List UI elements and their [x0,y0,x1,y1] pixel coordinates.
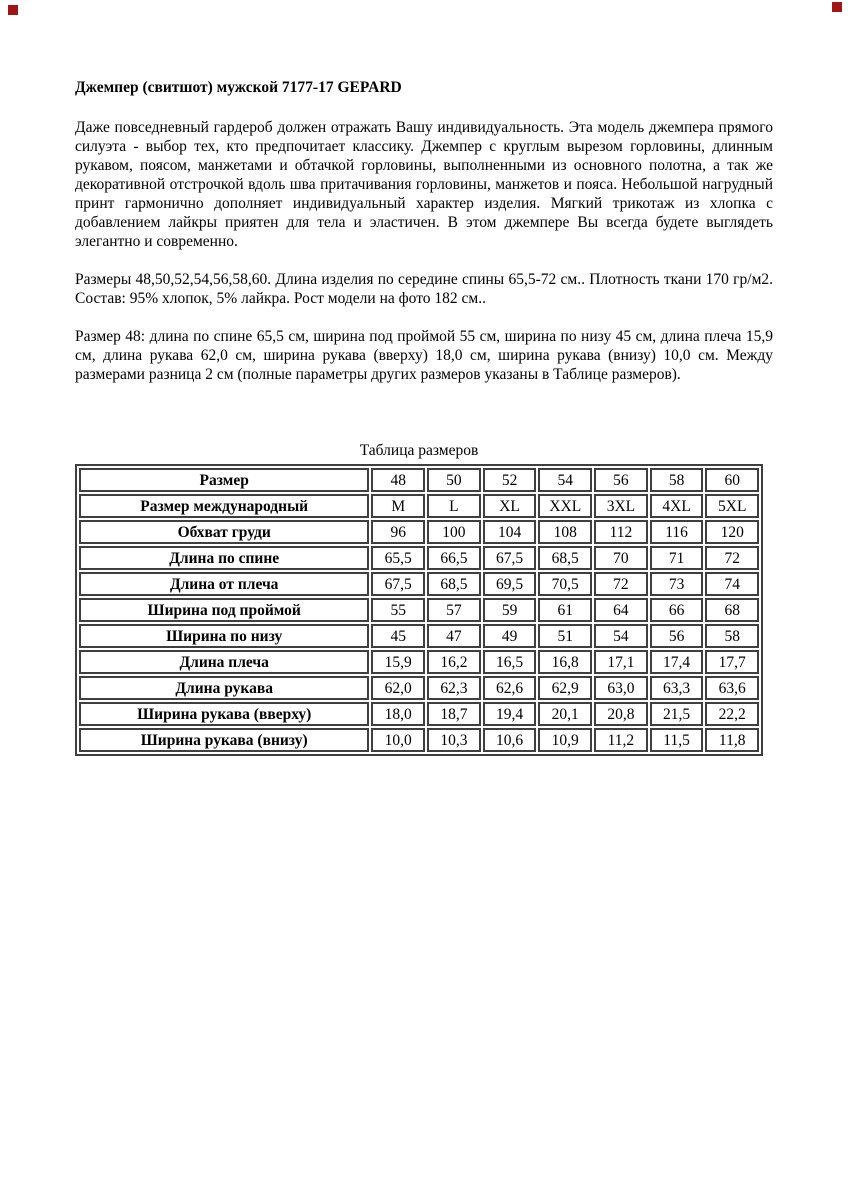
value-cell: 112 [594,520,648,544]
table-row [79,468,759,492]
row-label: Длина рукава [79,676,369,700]
value-cell: 62,3 [427,676,481,700]
value-cell: 19,4 [483,702,537,726]
value-cell: 108 [538,520,592,544]
value-cell: 48 [371,468,425,492]
value-cell: 50 [427,468,481,492]
table-row [79,702,759,726]
value-cell: 58 [705,624,759,648]
row-label: Обхват груди [79,520,369,544]
value-cell: 120 [705,520,759,544]
value-cell: 49 [483,624,537,648]
table-row [79,624,759,648]
row-label: Длина от плеча [79,572,369,596]
value-cell: 63,3 [650,676,704,700]
value-cell: 5XL [705,494,759,518]
row-label: Размер [79,468,369,492]
red-square-marker-top-left [8,5,18,15]
value-cell: 54 [538,468,592,492]
sizes-summary-paragraph: Размеры 48,50,52,54,56,58,60. Длина изделия по середине спины 65,5-72 см.. Плотность ткани 170 гр/м2. Состав: 95% хлопок, 5% лайкра. Рост модели на фото 182 см.. [75,271,773,307]
value-cell: 16,8 [538,650,592,674]
value-cell: 68 [705,598,759,622]
table-row [79,572,759,596]
value-cell: 96 [371,520,425,544]
description-paragraph: Даже повседневный гардероб должен отражать Вашу индивидуальность. Эта модель джемпера прямого силуэта - выбор тех, кто предпочитает классику. Джемпер с круглым вырезом горловины, длинным рукавом, поясом, манжетами и обтачкой горловины, выполненными из основного полотна, а так же декоративной отстрочкой вдоль шва притачивания горловины, манжетов и пояса. Небольшой нагрудный принт гармонично дополняет индивидуальный характер изделия. Мягкий трикотаж из хлопка с добавлением лайкры приятен для тела и эластичен. В этом джемпере Вы всегда будете выглядеть элегантно и современно. [75,119,773,250]
value-cell: 60 [705,468,759,492]
value-cell: 58 [650,468,704,492]
value-cell: 17,1 [594,650,648,674]
value-cell: 63,0 [594,676,648,700]
value-cell: 63,6 [705,676,759,700]
value-cell: 47 [427,624,481,648]
red-square-marker-top-right [832,2,842,12]
value-cell: 74 [705,572,759,596]
value-cell: 11,2 [594,728,648,752]
value-cell: 16,2 [427,650,481,674]
value-cell: XXL [538,494,592,518]
value-cell: 56 [650,624,704,648]
row-label: Размер международный [79,494,369,518]
row-label: Ширина рукава (вверху) [79,702,369,726]
value-cell: 69,5 [483,572,537,596]
value-cell: 10,6 [483,728,537,752]
value-cell: 67,5 [483,546,537,570]
value-cell: XL [483,494,537,518]
value-cell: 116 [650,520,704,544]
value-cell: 10,0 [371,728,425,752]
value-cell: 68,5 [538,546,592,570]
value-cell: 18,0 [371,702,425,726]
value-cell: 61 [538,598,592,622]
value-cell: 57 [427,598,481,622]
value-cell: 62,0 [371,676,425,700]
row-label: Ширина под проймой [79,598,369,622]
value-cell: 4XL [650,494,704,518]
value-cell: 55 [371,598,425,622]
table-row [79,494,759,518]
value-cell: 54 [594,624,648,648]
size-table-body [79,468,759,752]
value-cell: 11,5 [650,728,704,752]
value-cell: 45 [371,624,425,648]
table-row [79,728,759,752]
value-cell: 65,5 [371,546,425,570]
value-cell: 17,7 [705,650,759,674]
value-cell: 73 [650,572,704,596]
row-label: Ширина рукава (внизу) [79,728,369,752]
product-title: Джемпер (свитшот) мужской 7177-17 GEPARD [75,79,402,96]
size-table-caption: Таблица размеров [359,442,479,459]
value-cell: 16,5 [483,650,537,674]
value-cell: 70,5 [538,572,592,596]
value-cell: 62,6 [483,676,537,700]
value-cell: 21,5 [650,702,704,726]
value-cell: 20,8 [594,702,648,726]
value-cell: 100 [427,520,481,544]
value-cell: 15,9 [371,650,425,674]
value-cell: 104 [483,520,537,544]
table-row [79,650,759,674]
value-cell: 11,8 [705,728,759,752]
value-cell: 10,3 [427,728,481,752]
value-cell: 66 [650,598,704,622]
row-label: Длина по спине [79,546,369,570]
value-cell: 22,2 [705,702,759,726]
value-cell: 51 [538,624,592,648]
value-cell: 72 [705,546,759,570]
table-row [79,546,759,570]
value-cell: 10,9 [538,728,592,752]
size-48-details-paragraph: Размер 48: длина по спине 65,5 см, ширина под проймой 55 см, ширина по низу 45 см, длина плеча 15,9 см, длина рукава 62,0 см, ширина рукава (вверху) 18,0 см, ширина рукава (внизу) 10,0 см. Между размерами разница 2 см (полные параметры других размеров указаны в Таблице размеров). [75,328,773,383]
value-cell: 66,5 [427,546,481,570]
size-table [75,464,763,756]
table-row [79,598,759,622]
value-cell: M [371,494,425,518]
value-cell: 17,4 [650,650,704,674]
value-cell: 72 [594,572,648,596]
row-label: Длина плеча [79,650,369,674]
value-cell: 67,5 [371,572,425,596]
value-cell: L [427,494,481,518]
value-cell: 64 [594,598,648,622]
row-label: Ширина по низу [79,624,369,648]
value-cell: 71 [650,546,704,570]
value-cell: 3XL [594,494,648,518]
value-cell: 62,9 [538,676,592,700]
value-cell: 68,5 [427,572,481,596]
value-cell: 18,7 [427,702,481,726]
value-cell: 59 [483,598,537,622]
value-cell: 52 [483,468,537,492]
value-cell: 56 [594,468,648,492]
table-row [79,676,759,700]
value-cell: 20,1 [538,702,592,726]
value-cell: 70 [594,546,648,570]
table-row [79,520,759,544]
